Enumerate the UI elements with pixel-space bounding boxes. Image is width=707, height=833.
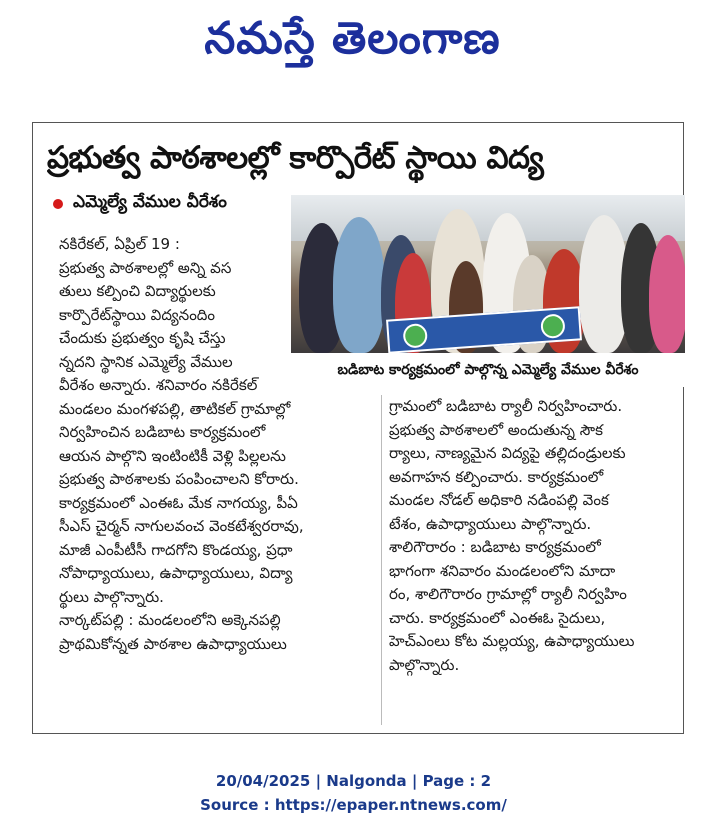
edition-info: 20/04/2025 | Nalgonda | Page : 2 (215, 772, 492, 790)
right-column-line: అవగాహన కల్పించారు. కార్యక్రమంలో (389, 467, 604, 486)
right-column-line: ప్రభుత్వ పాఠశాలలో అందుతున్న సౌక (389, 420, 603, 439)
column-divider (381, 395, 382, 725)
left-column-line: మాజీ ఎంపీటీసీ గాదగోని కొండయ్య, ప్రధా (59, 540, 293, 559)
article-right-column (389, 395, 685, 677)
source-link[interactable]: Source : https://epaper.ntnews.com/ (200, 796, 507, 814)
article-left-column (59, 233, 381, 656)
right-column-line: హెచ్‌ఎంలు కోట మల్లయ్య, ఉపాధ్యాయులు (389, 632, 635, 650)
left-column-line: సీఎస్ చైర్మన్ నాగులవంచ వెంకటేశ్వరరావు, (59, 517, 304, 535)
right-column-line: మండల నోడల్ అధికారి నడింపల్లి వెంక (389, 491, 609, 509)
left-column-line: ఆయన పాల్గొని ఇంటింటికీ వెళ్లి పిల్లలను (59, 446, 286, 465)
left-column-line: నార్కట్‌పల్లి : మండలంలోని అక్కెనపల్లి (59, 611, 281, 629)
byline-text: ఎమ్మెల్యే వేముల వీరేశం (73, 192, 227, 212)
article-byline (53, 189, 227, 219)
left-column-line: కార్యక్రమంలో ఎంఈఓ మేక నాగయ్య, పీఏ (59, 493, 298, 512)
left-column-line: కార్పొరేట్‌స్థాయి విద్యనందిం (59, 305, 215, 324)
left-column-line: ప్రభుత్వ పాఠశాలల్లో అన్ని వస (59, 258, 232, 277)
right-column-line: శాలిగౌరారం : బడిబాట కార్యక్రమంలో (389, 538, 601, 556)
left-column-line: ర్థులు పాల్గొన్నారు. (59, 587, 164, 606)
left-column-line: ప్రభుత్వ పాఠశాలకు పంపించాలని కోరారు. (59, 470, 299, 488)
left-column-line: ప్రాథమికోన్నత పాఠశాల ఉపాధ్యాయులు (59, 634, 287, 653)
right-column-line: టేశం, ఉపాధ్యాయులు పాల్గొన్నారు. (389, 514, 592, 533)
left-column-line: నోపాధ్యాయులు, ఉపాధ్యాయులు, విద్యా (59, 564, 293, 582)
right-column-line: ర్యాలు, నాణ్యమైన విద్యపై తల్లిదండ్రులకు (389, 444, 626, 462)
right-column-line: రం, శాలిగౌరారం గ్రామాల్లో ర్యాలీ నిర్వహిం (389, 585, 627, 603)
left-column-line: మండలం మంగళపల్లి, తాటికల్ గ్రామాల్లో (59, 399, 291, 418)
newspaper-masthead: నమస్తే తెలంగాణ (204, 13, 501, 64)
right-column-line: భాగంగా శనివారం మండలంలోని మాదా (389, 561, 616, 580)
left-column-line: నకిరేకల్, ఏప్రిల్ 19 : (59, 235, 180, 253)
left-column-line: చేందుకు ప్రభుత్వం కృషి చేస్తు (59, 329, 226, 347)
left-column-line: నిర్వహించిన బడిబాట కార్యక్రమంలో (59, 423, 266, 441)
bullet-icon (53, 199, 63, 209)
article-headline: ప్రభుత్వ పాఠశాలల్లో కార్పొరేట్ స్థాయి విద్య (47, 140, 544, 176)
right-column-line: చారు. కార్యక్రమంలో ఎంఈఓ సైదులు, (389, 608, 606, 627)
left-column-line: వీరేశం అన్నారు. శనివారం నకిరేకల్ (59, 376, 258, 394)
left-column-line: తులు కల్పించి విద్యార్థులకు (59, 282, 216, 300)
right-column-line: గ్రామంలో బడిబాట ర్యాలీ నిర్వహించారు. (389, 397, 623, 415)
right-column-line: పాల్గొన్నారు. (389, 655, 460, 674)
left-column-line: న్నదని స్థానిక ఎమ్మెల్యే వేముల (59, 352, 233, 371)
photo-caption: బడిబాట కార్యక్రమంలో పాల్గొన్న ఎమ్మెల్యే వేముల వీరేశం (291, 353, 685, 387)
article-clipping (32, 122, 684, 734)
